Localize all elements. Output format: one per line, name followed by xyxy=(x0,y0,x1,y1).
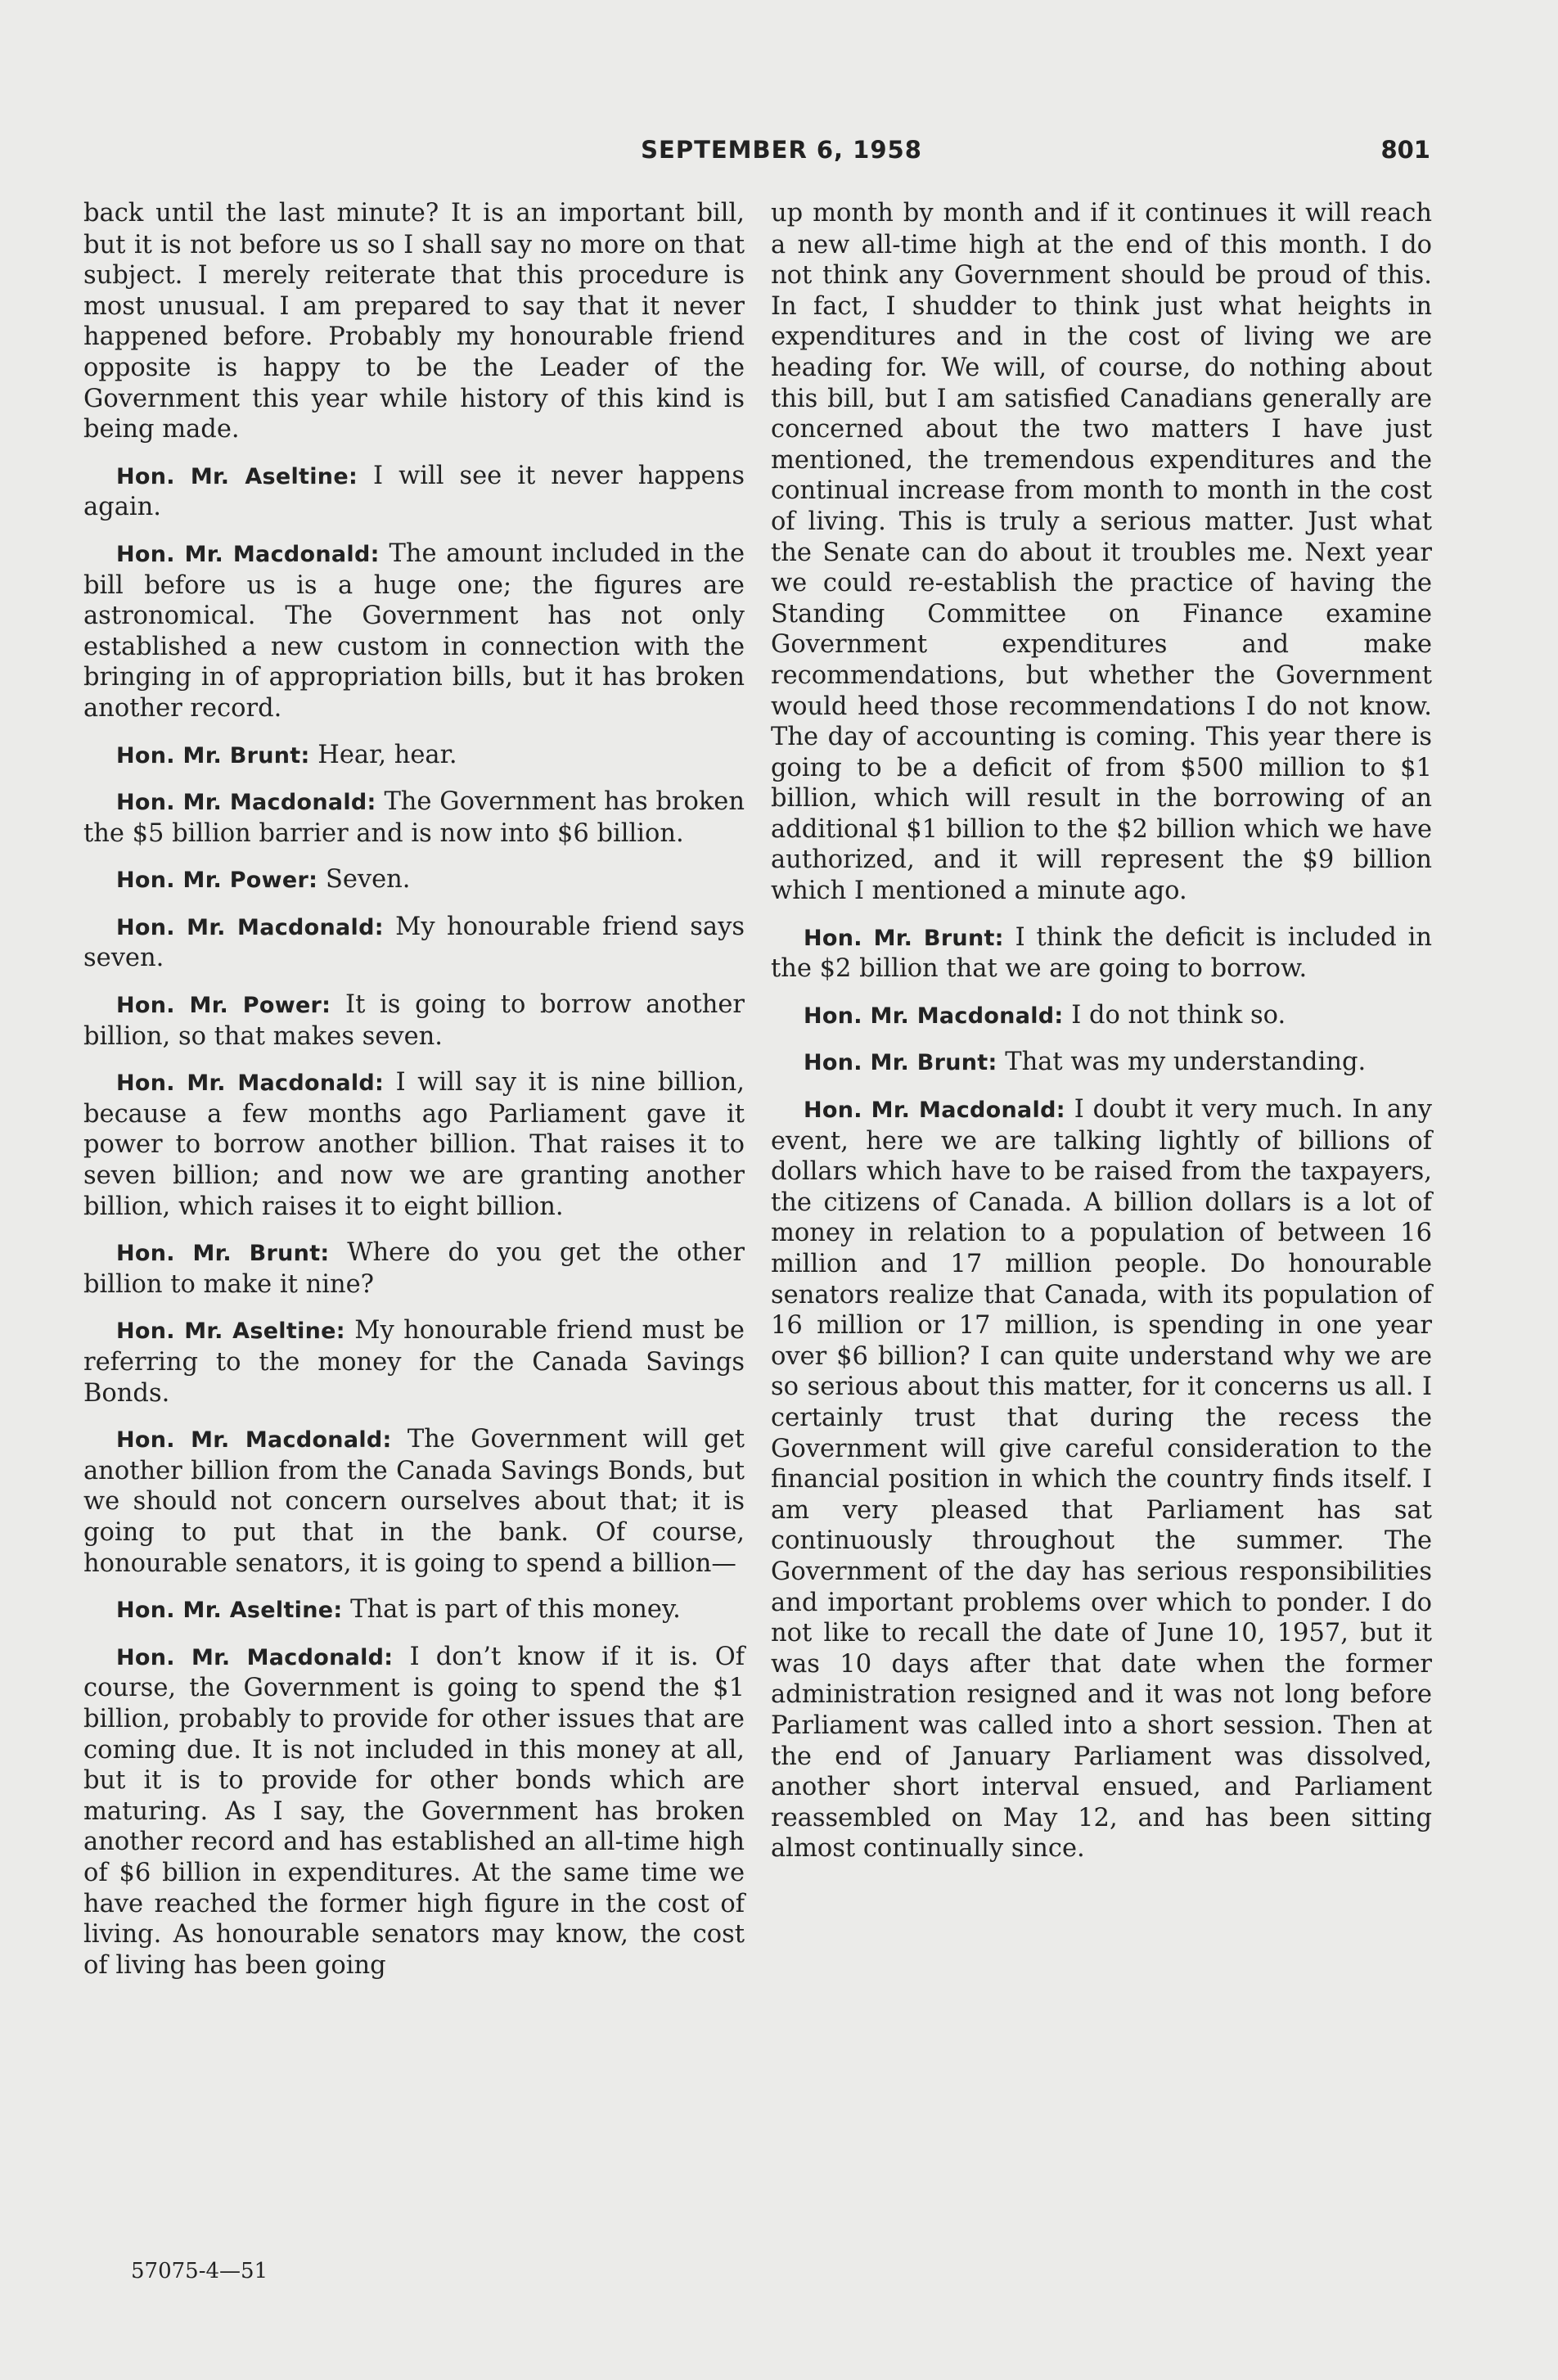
speaker-name: Hon. Mr. Brunt: xyxy=(116,1241,330,1267)
speaker-name: Hon. Mr. Brunt: xyxy=(116,742,310,769)
left-column xyxy=(83,198,745,1996)
paragraph-text: My honourable friend says seven. xyxy=(83,912,745,973)
paragraph xyxy=(771,1047,1432,1079)
paragraph xyxy=(83,1424,745,1579)
paragraph xyxy=(83,1594,745,1626)
speaker-name: Hon. Mr. Macdonald: xyxy=(116,1071,385,1097)
paragraph xyxy=(83,1315,745,1409)
speaker-name: Hon. Mr. Macdonald: xyxy=(804,1098,1065,1124)
paragraph-text: Hear, hear. xyxy=(317,740,457,769)
speaker-name: Hon. Mr. Macdonald: xyxy=(116,1644,394,1670)
paragraph-text: I think the deficit is included in the $2 billion that we are going to borrow. xyxy=(771,922,1432,984)
paragraph xyxy=(83,740,745,772)
paragraph xyxy=(83,1642,745,1981)
paragraph-text: Seven. xyxy=(325,865,411,895)
page-header xyxy=(83,136,1430,172)
speaker-name: Hon. Mr. Power: xyxy=(116,868,318,894)
page-title: SEPTEMBER 6, 1958 xyxy=(641,136,922,164)
page-number: 801 xyxy=(1380,136,1430,164)
paragraph-text: I will see it never happens again. xyxy=(83,461,745,522)
speaker-name: Hon. Mr. Macdonald: xyxy=(116,541,380,567)
speaker-name: Hon. Mr. Macdonald: xyxy=(116,790,376,816)
paragraph-text: Where do you get the other billion to make it nine? xyxy=(83,1238,745,1299)
speaker-name: Hon. Mr. Macdonald: xyxy=(116,1427,392,1454)
paragraph xyxy=(83,539,745,724)
paragraph-text: That is part of this money. xyxy=(350,1595,681,1625)
paragraph xyxy=(771,922,1432,985)
speaker-name: Hon. Mr. Brunt: xyxy=(804,1050,997,1076)
speaker-name: Hon. Mr. Aseltine: xyxy=(116,1598,343,1624)
paragraph-text: I don’t know if it is. Of course, the Government is going to spend the $1 billion, probably to provide for other issues that are coming due. It is not included in this money at all, but it is to provide for other bonds which are maturing. As I say, the Government has broken another record and has established an all-time high of $6 billion in expenditures. At the same time we have reached the former high figure in the cost of living. As honourable senators may know, the cost of living has been going xyxy=(83,1642,745,1980)
paragraph-text: That was my understanding. xyxy=(1005,1048,1367,1077)
speaker-name: Hon. Mr. Macdonald: xyxy=(116,914,384,940)
paragraph-text: I do not think so. xyxy=(1071,1000,1286,1030)
paragraph-text: up month by month and if it continues it will reach a new all-time high at the end of this month. I do not think any Government should be proud of this. In fact, I shudder to think just what heights in expenditures and in the cost of living we are heading for. We will, of course, do nothing about this bill, but I am satisfied Canadians generally are concerned about the two matters I have just mentioned, the tremendous expenditures and the continual increase from month to month in the cost of living. This is truly a serious matter. Just what the Senate can do about it troubles me. Next year we could re-establish the practice of having the Standing Committee on Finance examine Government expenditures and make recommendations, but whether the Government would heed those recommendations I do not know. The day of accounting is coming. This year there is going to be a deficit of from $500 million to $1 billion, which will result in the borrowing of an additional $1 billion to the $2 billion which we have authorized, and it will represent the $9 billion which I mentioned a minute ago. xyxy=(771,199,1432,906)
paragraph-text: The Government will get another billion from the Canada Savings Bonds, but we should not concern ourselves about that; it is going to put that in the bank. Of course, honourable senators, it is going to spend a billion— xyxy=(83,1425,745,1578)
paragraph xyxy=(771,1094,1432,1864)
paragraph xyxy=(83,461,745,523)
paragraph xyxy=(771,1000,1432,1032)
paragraph xyxy=(771,198,1432,907)
paragraph xyxy=(83,864,745,896)
speaker-name: Hon. Mr. Aseltine: xyxy=(116,1318,345,1345)
speaker-name: Hon. Mr. Power: xyxy=(116,993,331,1019)
paragraph xyxy=(83,787,745,849)
paragraph-text: The Government has broken the $5 billion barrier and is now into $6 billion. xyxy=(83,787,745,848)
paragraph xyxy=(83,198,745,445)
paragraph-text: My honourable friend must be referring to the money for the Canada Savings Bonds. xyxy=(83,1316,745,1408)
right-column xyxy=(771,198,1432,1880)
paragraph xyxy=(83,1067,745,1222)
paragraph-text: back until the last minute? It is an important bill, but it is not before us so I shall say no more on that subject. I merely reiterate that this procedure is most unusual. I am prepared to say that it never happened before. Probably my honourable friend opposite is happy to be the Leader of the Government this year while history of this kind is being made. xyxy=(83,199,745,444)
paragraph-text: The amount included in the bill before us is a huge one; the figures are astronomical. The Government has not only established a new custom in connection with the bringing in of appropriation bills, but it has broken another record. xyxy=(83,539,745,723)
speaker-name: Hon. Mr. Aseltine: xyxy=(116,463,358,489)
paragraph xyxy=(83,912,745,974)
paragraph xyxy=(83,1237,745,1300)
speaker-name: Hon. Mr. Macdonald: xyxy=(804,1003,1064,1029)
paragraph-text: I doubt it very much. In any event, here we are talking lightly of billions of dollars which have to be raised from the taxpayers, the citizens of Canada. A billion dollars is a lot of money in relation to a population of between 16 million and 17 million people. Do honourable senators realize that Canada, with its population of 16 million or 17 million, is spending in one year over $6 billion? I can quite understand why we are so serious about this matter, for it concerns us all. I certainly trust that during the recess the Government will give careful consideration to the financial position in which the country finds itself. I am very pleased that Parliament has sat continuously throughout the summer. The Government of the day has serious responsibilities and important problems over which to ponder. I do not like to recall the date of June 10, 1957, but it was 10 days after that date when the former administration resigned and it was not long before Parliament was called into a short session. Then at the end of January Parliament was dissolved, another short interval ensued, and Parliament reassembled on May 12, and has been sitting almost continually since. xyxy=(771,1095,1432,1864)
print-code: 57075-4—51 xyxy=(131,2259,268,2283)
paragraph-text: It is going to borrow another billion, so that makes seven. xyxy=(83,990,745,1051)
paragraph xyxy=(83,989,745,1052)
speaker-name: Hon. Mr. Brunt: xyxy=(804,925,1004,951)
paragraph-text: I will say it is nine billion, because a few months ago Parliament gave it power to borrow another billion. That raises it to seven billion; and now we are granting another billion, which raises it to eight billion. xyxy=(83,1068,745,1221)
